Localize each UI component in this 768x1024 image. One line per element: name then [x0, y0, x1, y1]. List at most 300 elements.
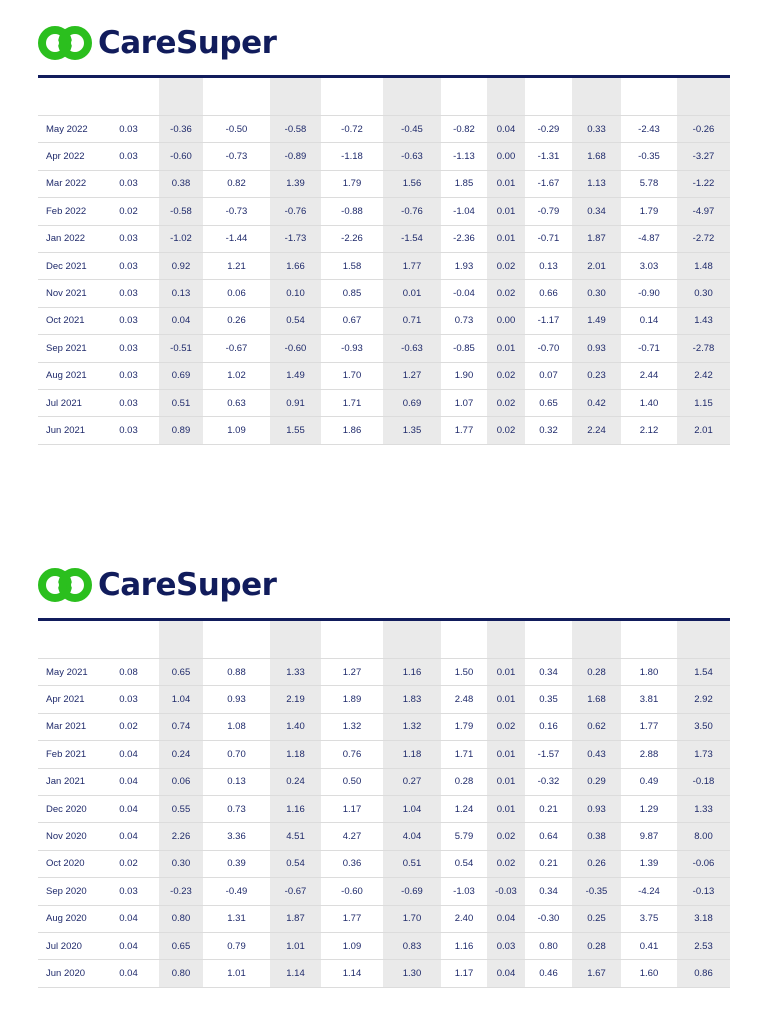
return-value-cell: -0.88: [321, 198, 383, 225]
row-month-label: Jan 2021: [38, 768, 98, 795]
return-value-cell: 0.28: [572, 932, 621, 959]
return-value-cell: 1.77: [441, 417, 487, 444]
return-value-cell: 0.01: [487, 335, 525, 362]
row-month-label: Mar 2021: [38, 713, 98, 740]
table-row: [38, 198, 730, 225]
return-value-cell: -0.32: [525, 768, 572, 795]
table-header-cell: [270, 621, 321, 659]
return-value-cell: 0.04: [98, 823, 159, 850]
return-value-cell: 0.00: [487, 307, 525, 334]
caresuper-logo-text: CareSuper: [98, 567, 277, 603]
return-value-cell: 1.17: [441, 960, 487, 987]
return-value-cell: 0.51: [383, 850, 441, 877]
return-value-cell: 0.92: [159, 252, 203, 279]
return-value-cell: 1.79: [621, 198, 677, 225]
return-value-cell: 3.75: [621, 905, 677, 932]
table-row: [38, 417, 730, 444]
return-value-cell: 0.86: [677, 960, 730, 987]
return-value-cell: -0.90: [621, 280, 677, 307]
return-value-cell: 0.33: [572, 116, 621, 143]
return-value-cell: -1.03: [441, 878, 487, 905]
return-value-cell: 0.02: [487, 362, 525, 389]
return-value-cell: 1.71: [441, 741, 487, 768]
table-row: [38, 960, 730, 987]
return-value-cell: -0.60: [159, 143, 203, 170]
row-month-label: Jul 2020: [38, 932, 98, 959]
return-value-cell: 0.01: [487, 741, 525, 768]
return-value-cell: 1.86: [321, 417, 383, 444]
return-value-cell: 0.67: [321, 307, 383, 334]
return-value-cell: 0.14: [621, 307, 677, 334]
return-value-cell: 0.32: [525, 417, 572, 444]
return-value-cell: 0.01: [487, 170, 525, 197]
return-value-cell: 0.03: [98, 307, 159, 334]
return-value-cell: 2.53: [677, 932, 730, 959]
return-value-cell: 0.70: [203, 741, 270, 768]
return-value-cell: 0.54: [441, 850, 487, 877]
table-row: [38, 932, 730, 959]
return-value-cell: 1.14: [321, 960, 383, 987]
return-value-cell: 1.55: [270, 417, 321, 444]
table-header-cell: [159, 78, 203, 116]
return-value-cell: 0.03: [98, 417, 159, 444]
return-value-cell: -0.69: [383, 878, 441, 905]
return-value-cell: 2.24: [572, 417, 621, 444]
table-row: [38, 823, 730, 850]
table-row: [38, 659, 730, 686]
return-value-cell: 0.03: [98, 225, 159, 252]
return-value-cell: 1.56: [383, 170, 441, 197]
return-value-cell: 0.04: [98, 768, 159, 795]
return-value-cell: 0.02: [98, 198, 159, 225]
return-value-cell: 0.01: [487, 686, 525, 713]
return-value-cell: 1.27: [383, 362, 441, 389]
return-value-cell: -2.43: [621, 116, 677, 143]
return-value-cell: 1.80: [621, 659, 677, 686]
return-value-cell: 0.02: [487, 417, 525, 444]
return-value-cell: 0.03: [98, 686, 159, 713]
return-value-cell: 2.92: [677, 686, 730, 713]
return-value-cell: 0.28: [572, 659, 621, 686]
return-value-cell: 2.19: [270, 686, 321, 713]
return-value-cell: 1.48: [677, 252, 730, 279]
return-value-cell: 1.18: [270, 741, 321, 768]
return-value-cell: 1.18: [383, 741, 441, 768]
return-value-cell: -0.79: [525, 198, 572, 225]
return-value-cell: -0.93: [321, 335, 383, 362]
return-value-cell: 0.10: [270, 280, 321, 307]
return-value-cell: 0.06: [159, 768, 203, 795]
return-value-cell: 0.89: [159, 417, 203, 444]
return-value-cell: 1.70: [383, 905, 441, 932]
return-value-cell: 0.54: [270, 307, 321, 334]
return-value-cell: 0.34: [572, 198, 621, 225]
return-value-cell: 1.07: [441, 389, 487, 416]
row-month-label: Jul 2021: [38, 389, 98, 416]
table-row: [38, 686, 730, 713]
return-value-cell: 0.62: [572, 713, 621, 740]
table-header-cell: [441, 621, 487, 659]
return-value-cell: 0.03: [98, 389, 159, 416]
return-value-cell: 0.51: [159, 389, 203, 416]
return-value-cell: -0.58: [270, 116, 321, 143]
return-value-cell: -0.13: [677, 878, 730, 905]
return-value-cell: 0.02: [98, 713, 159, 740]
return-value-cell: 0.24: [270, 768, 321, 795]
return-value-cell: 0.93: [203, 686, 270, 713]
return-value-cell: 9.87: [621, 823, 677, 850]
return-value-cell: 0.54: [270, 850, 321, 877]
return-value-cell: 0.02: [487, 850, 525, 877]
return-value-cell: 1.49: [572, 307, 621, 334]
return-value-cell: -1.73: [270, 225, 321, 252]
row-month-label: May 2022: [38, 116, 98, 143]
row-month-label: Sep 2020: [38, 878, 98, 905]
row-month-label: Apr 2021: [38, 686, 98, 713]
return-value-cell: 1.83: [383, 686, 441, 713]
return-value-cell: -1.22: [677, 170, 730, 197]
return-value-cell: 4.04: [383, 823, 441, 850]
return-value-cell: 3.81: [621, 686, 677, 713]
return-value-cell: 0.28: [441, 768, 487, 795]
return-value-cell: 1.90: [441, 362, 487, 389]
return-value-cell: -0.50: [203, 116, 270, 143]
table-row: [38, 362, 730, 389]
return-value-cell: -4.97: [677, 198, 730, 225]
return-value-cell: 0.93: [572, 795, 621, 822]
return-value-cell: -0.67: [270, 878, 321, 905]
caresuper-logo-icon: [38, 566, 92, 604]
return-value-cell: -0.45: [383, 116, 441, 143]
table-header-row: [38, 621, 730, 659]
row-month-label: Jan 2022: [38, 225, 98, 252]
return-value-cell: 0.02: [487, 252, 525, 279]
return-value-cell: -1.17: [525, 307, 572, 334]
return-value-cell: 0.66: [525, 280, 572, 307]
return-value-cell: -0.73: [203, 143, 270, 170]
return-value-cell: 8.00: [677, 823, 730, 850]
row-month-label: Sep 2021: [38, 335, 98, 362]
return-value-cell: 1.68: [572, 143, 621, 170]
return-value-cell: 1.85: [441, 170, 487, 197]
return-value-cell: 1.79: [321, 170, 383, 197]
return-value-cell: 3.03: [621, 252, 677, 279]
return-value-cell: 0.65: [159, 932, 203, 959]
caresuper-logo: [38, 24, 276, 62]
return-value-cell: 2.88: [621, 741, 677, 768]
row-month-label: Feb 2022: [38, 198, 98, 225]
return-value-cell: -1.67: [525, 170, 572, 197]
return-value-cell: 1.01: [270, 932, 321, 959]
table-row: [38, 280, 730, 307]
return-value-cell: -0.76: [383, 198, 441, 225]
table-row: [38, 713, 730, 740]
table-row: [38, 905, 730, 932]
table-header-cell: [525, 78, 572, 116]
return-value-cell: 1.49: [270, 362, 321, 389]
table-header-cell: [270, 78, 321, 116]
return-value-cell: 2.01: [677, 417, 730, 444]
return-value-cell: 0.02: [487, 823, 525, 850]
return-value-cell: 0.16: [525, 713, 572, 740]
row-month-label: Aug 2020: [38, 905, 98, 932]
return-value-cell: -0.35: [621, 143, 677, 170]
table-header-cell: [98, 621, 159, 659]
return-value-cell: -0.36: [159, 116, 203, 143]
return-value-cell: 0.55: [159, 795, 203, 822]
return-value-cell: -0.72: [321, 116, 383, 143]
return-value-cell: -0.35: [572, 878, 621, 905]
row-month-label: Nov 2021: [38, 280, 98, 307]
return-value-cell: -2.72: [677, 225, 730, 252]
table-row: [38, 878, 730, 905]
return-value-cell: 0.41: [621, 932, 677, 959]
returns-table: [38, 621, 730, 988]
return-value-cell: 0.34: [525, 878, 572, 905]
return-value-cell: -1.31: [525, 143, 572, 170]
return-value-cell: 1.04: [159, 686, 203, 713]
return-value-cell: 1.04: [383, 795, 441, 822]
row-month-label: Mar 2022: [38, 170, 98, 197]
return-value-cell: 4.27: [321, 823, 383, 850]
return-value-cell: 1.29: [621, 795, 677, 822]
return-value-cell: 1.77: [321, 905, 383, 932]
return-value-cell: 0.73: [441, 307, 487, 334]
return-value-cell: 1.77: [383, 252, 441, 279]
return-value-cell: 0.02: [487, 280, 525, 307]
table-row: [38, 252, 730, 279]
row-month-label: Nov 2020: [38, 823, 98, 850]
return-value-cell: 1.09: [321, 932, 383, 959]
return-value-cell: 2.42: [677, 362, 730, 389]
return-value-cell: -0.67: [203, 335, 270, 362]
return-value-cell: 0.01: [487, 768, 525, 795]
return-value-cell: 1.33: [270, 659, 321, 686]
return-value-cell: 1.73: [677, 741, 730, 768]
return-value-cell: 0.04: [98, 741, 159, 768]
return-value-cell: 0.04: [98, 795, 159, 822]
table-header-cell: [203, 78, 270, 116]
return-value-cell: -0.49: [203, 878, 270, 905]
table-header-cell: [159, 621, 203, 659]
return-value-cell: 2.01: [572, 252, 621, 279]
table-row: [38, 768, 730, 795]
return-value-cell: 0.01: [487, 225, 525, 252]
return-value-cell: 3.50: [677, 713, 730, 740]
return-value-cell: 0.24: [159, 741, 203, 768]
table-header-cell: [383, 78, 441, 116]
return-value-cell: 0.13: [203, 768, 270, 795]
return-value-cell: 0.30: [677, 280, 730, 307]
return-value-cell: 0.21: [525, 795, 572, 822]
return-value-cell: 1.70: [321, 362, 383, 389]
return-value-cell: 0.65: [159, 659, 203, 686]
return-value-cell: 1.24: [441, 795, 487, 822]
return-value-cell: 0.23: [572, 362, 621, 389]
return-value-cell: 0.04: [98, 905, 159, 932]
return-value-cell: 0.04: [98, 960, 159, 987]
return-value-cell: 0.27: [383, 768, 441, 795]
return-value-cell: 1.09: [203, 417, 270, 444]
return-value-cell: 1.32: [321, 713, 383, 740]
table-row: [38, 307, 730, 334]
table-row: [38, 850, 730, 877]
table-header-cell: [525, 621, 572, 659]
return-value-cell: 0.82: [203, 170, 270, 197]
caresuper-logo: [38, 566, 276, 604]
return-value-cell: 0.64: [525, 823, 572, 850]
return-value-cell: 0.46: [525, 960, 572, 987]
return-value-cell: 0.01: [487, 795, 525, 822]
return-value-cell: 0.36: [321, 850, 383, 877]
table-header-cell: [321, 78, 383, 116]
return-value-cell: 0.03: [487, 932, 525, 959]
return-value-cell: 1.40: [270, 713, 321, 740]
row-month-label: Feb 2021: [38, 741, 98, 768]
return-value-cell: 0.13: [525, 252, 572, 279]
row-month-label: Oct 2020: [38, 850, 98, 877]
table-row: [38, 143, 730, 170]
return-value-cell: -0.60: [321, 878, 383, 905]
return-value-cell: 2.40: [441, 905, 487, 932]
return-value-cell: 0.65: [525, 389, 572, 416]
return-value-cell: -1.02: [159, 225, 203, 252]
return-value-cell: 2.12: [621, 417, 677, 444]
return-value-cell: -0.23: [159, 878, 203, 905]
return-value-cell: -2.36: [441, 225, 487, 252]
table-header-cell: [98, 78, 159, 116]
return-value-cell: 0.80: [525, 932, 572, 959]
return-value-cell: -0.70: [525, 335, 572, 362]
return-value-cell: -0.29: [525, 116, 572, 143]
return-value-cell: 1.31: [203, 905, 270, 932]
return-value-cell: 0.03: [98, 335, 159, 362]
row-month-label: Dec 2020: [38, 795, 98, 822]
return-value-cell: 1.13: [572, 170, 621, 197]
return-value-cell: 0.71: [383, 307, 441, 334]
return-value-cell: 1.43: [677, 307, 730, 334]
return-value-cell: -0.30: [525, 905, 572, 932]
table-header-cell: [572, 78, 621, 116]
return-value-cell: -0.82: [441, 116, 487, 143]
return-value-cell: 0.03: [98, 116, 159, 143]
return-value-cell: 0.74: [159, 713, 203, 740]
return-value-cell: 3.36: [203, 823, 270, 850]
return-value-cell: 0.30: [159, 850, 203, 877]
return-value-cell: -1.04: [441, 198, 487, 225]
table-header-cell: [487, 78, 525, 116]
return-value-cell: 1.30: [383, 960, 441, 987]
return-value-cell: 0.80: [159, 960, 203, 987]
table-row: [38, 741, 730, 768]
table-header-cell: [38, 621, 98, 659]
return-value-cell: 1.02: [203, 362, 270, 389]
return-value-cell: -0.51: [159, 335, 203, 362]
return-value-cell: 1.01: [203, 960, 270, 987]
return-value-cell: 0.03: [98, 143, 159, 170]
return-value-cell: 1.54: [677, 659, 730, 686]
return-value-cell: -0.06: [677, 850, 730, 877]
return-value-cell: -0.73: [203, 198, 270, 225]
return-value-cell: 0.79: [203, 932, 270, 959]
return-value-cell: 0.02: [487, 389, 525, 416]
return-value-cell: 0.01: [487, 659, 525, 686]
return-value-cell: -0.71: [621, 335, 677, 362]
return-value-cell: 0.76: [321, 741, 383, 768]
return-value-cell: -2.26: [321, 225, 383, 252]
table-header-cell: [621, 78, 677, 116]
row-month-label: Apr 2022: [38, 143, 98, 170]
table-header-row: [38, 78, 730, 116]
row-month-label: Dec 2021: [38, 252, 98, 279]
return-value-cell: 0.25: [572, 905, 621, 932]
return-value-cell: -0.89: [270, 143, 321, 170]
return-value-cell: 0.08: [98, 659, 159, 686]
return-value-cell: 0.50: [321, 768, 383, 795]
return-value-cell: 1.60: [621, 960, 677, 987]
return-value-cell: 1.16: [383, 659, 441, 686]
return-value-cell: 0.26: [203, 307, 270, 334]
row-month-label: May 2021: [38, 659, 98, 686]
return-value-cell: -3.27: [677, 143, 730, 170]
table-row: [38, 335, 730, 362]
returns-table: [38, 78, 730, 445]
return-value-cell: 0.34: [525, 659, 572, 686]
return-value-cell: 5.79: [441, 823, 487, 850]
return-value-cell: 0.04: [487, 116, 525, 143]
return-value-cell: 1.21: [203, 252, 270, 279]
return-value-cell: 0.80: [159, 905, 203, 932]
return-value-cell: -0.60: [270, 335, 321, 362]
table-header-cell: [677, 78, 730, 116]
row-month-label: Oct 2021: [38, 307, 98, 334]
return-value-cell: 1.15: [677, 389, 730, 416]
return-value-cell: 0.38: [159, 170, 203, 197]
return-value-cell: 0.04: [159, 307, 203, 334]
return-value-cell: 0.83: [383, 932, 441, 959]
return-value-cell: 1.27: [321, 659, 383, 686]
return-value-cell: -0.63: [383, 335, 441, 362]
return-value-cell: -0.26: [677, 116, 730, 143]
return-value-cell: 0.02: [98, 850, 159, 877]
return-value-cell: 0.42: [572, 389, 621, 416]
return-value-cell: 0.01: [383, 280, 441, 307]
return-value-cell: 1.32: [383, 713, 441, 740]
return-value-cell: 0.04: [487, 905, 525, 932]
table-header-cell: [321, 621, 383, 659]
return-value-cell: 1.39: [621, 850, 677, 877]
return-value-cell: 0.88: [203, 659, 270, 686]
return-value-cell: 0.69: [383, 389, 441, 416]
return-value-cell: 0.26: [572, 850, 621, 877]
table-header-cell: [203, 621, 270, 659]
return-value-cell: -2.78: [677, 335, 730, 362]
row-month-label: Jun 2020: [38, 960, 98, 987]
table-header-cell: [487, 621, 525, 659]
return-value-cell: -4.24: [621, 878, 677, 905]
table-row: [38, 795, 730, 822]
return-value-cell: 1.17: [321, 795, 383, 822]
return-value-cell: -1.57: [525, 741, 572, 768]
return-value-cell: 0.21: [525, 850, 572, 877]
return-value-cell: 4.51: [270, 823, 321, 850]
return-value-cell: 1.35: [383, 417, 441, 444]
return-value-cell: 1.08: [203, 713, 270, 740]
return-value-cell: -0.63: [383, 143, 441, 170]
return-value-cell: 2.26: [159, 823, 203, 850]
row-month-label: Jun 2021: [38, 417, 98, 444]
return-value-cell: 1.77: [621, 713, 677, 740]
